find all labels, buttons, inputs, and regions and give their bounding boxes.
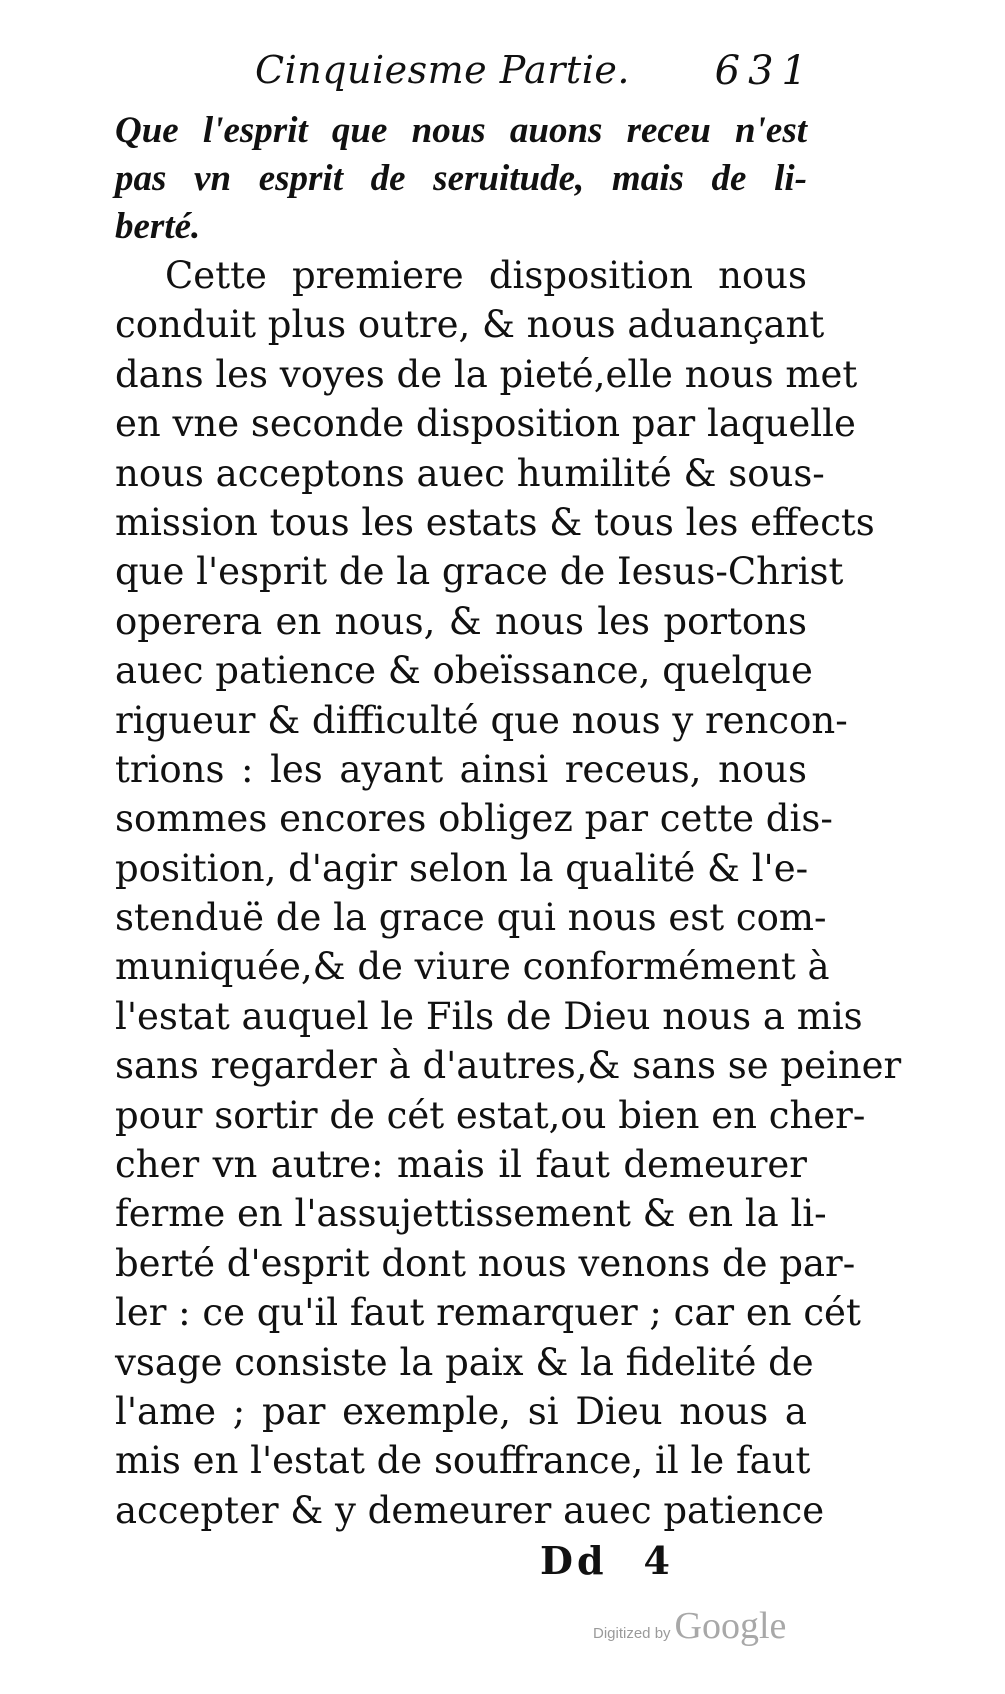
text-line: en vne seconde disposition par laquelle [115,402,856,446]
italic-line: Que l'esprit que nous auons receu n'est [115,110,807,151]
signature-letters: Dd [540,1538,608,1583]
text-line: stenduë de la grace qui nous est com- [115,896,827,940]
text-line: mis en l'estat de souffrance, il le faut [115,1439,811,1483]
signature-number: 4 [643,1538,674,1583]
text-line: vsage consiste la paix & la fidelité de [115,1340,814,1384]
text-line: conduit plus outre, & nous aduançant [115,303,825,347]
text-line: ferme en l'assujettissement & en la li- [115,1192,827,1236]
signature-mark [540,1538,674,1583]
text-line: Cette premiere disposition nous [165,254,807,297]
text-line: muniquée,& de viure conformément à [115,945,830,989]
page-number: 631 [714,48,815,94]
text-line: berté d'esprit dont nous venons de par- [115,1241,856,1285]
watermark-brand: Google [674,1605,787,1647]
text-line: auec patience & obeïssance, quelque [115,649,813,693]
page-header [255,48,815,108]
digitization-watermark [593,1604,786,1648]
text-line: accepter & y demeurer auec patience [115,1488,825,1532]
text-line: l'ame ; par exemple, si Dieu nous a [115,1389,807,1433]
text-line: pour sortir de cét estat,ou bien en cher- [115,1093,866,1137]
italic-line: pas vn esprit de seruitude, mais de li- [115,158,807,199]
body-text [115,107,902,1535]
text-line: position, d'agir selon la qualité & l'e- [115,846,809,890]
text-line: l'estat auquel le Fils de Dieu nous a mis [115,994,863,1038]
watermark-prefix: Digitized by [593,1625,671,1642]
text-line: cher vn autre: mais il faut demeurer [115,1143,807,1187]
text-line: ler : ce qu'il faut remarquer ; car en cét [115,1291,861,1335]
italic-line: berté. [115,206,201,247]
text-line: mission tous les estats & tous les effects [115,500,875,544]
running-head: Cinquiesme Partie. [255,48,630,92]
text-line: trions : les ayant ainsi receus, nous [115,747,807,791]
text-line: que l'esprit de la grace de Iesus-Christ [115,550,844,594]
text-line: nous acceptons auec humilité & sous- [115,451,825,495]
text-line: dans les voyes de la pieté,elle nous met [115,352,858,396]
text-line: sommes encores obligez par cette dis- [115,797,833,841]
text-line: sans regarder à d'autres,& sans se peiner [115,1044,902,1088]
text-line: operera en nous, & nous les portons [115,599,807,643]
text-line: rigueur & difficulté que nous y rencon- [115,698,848,742]
